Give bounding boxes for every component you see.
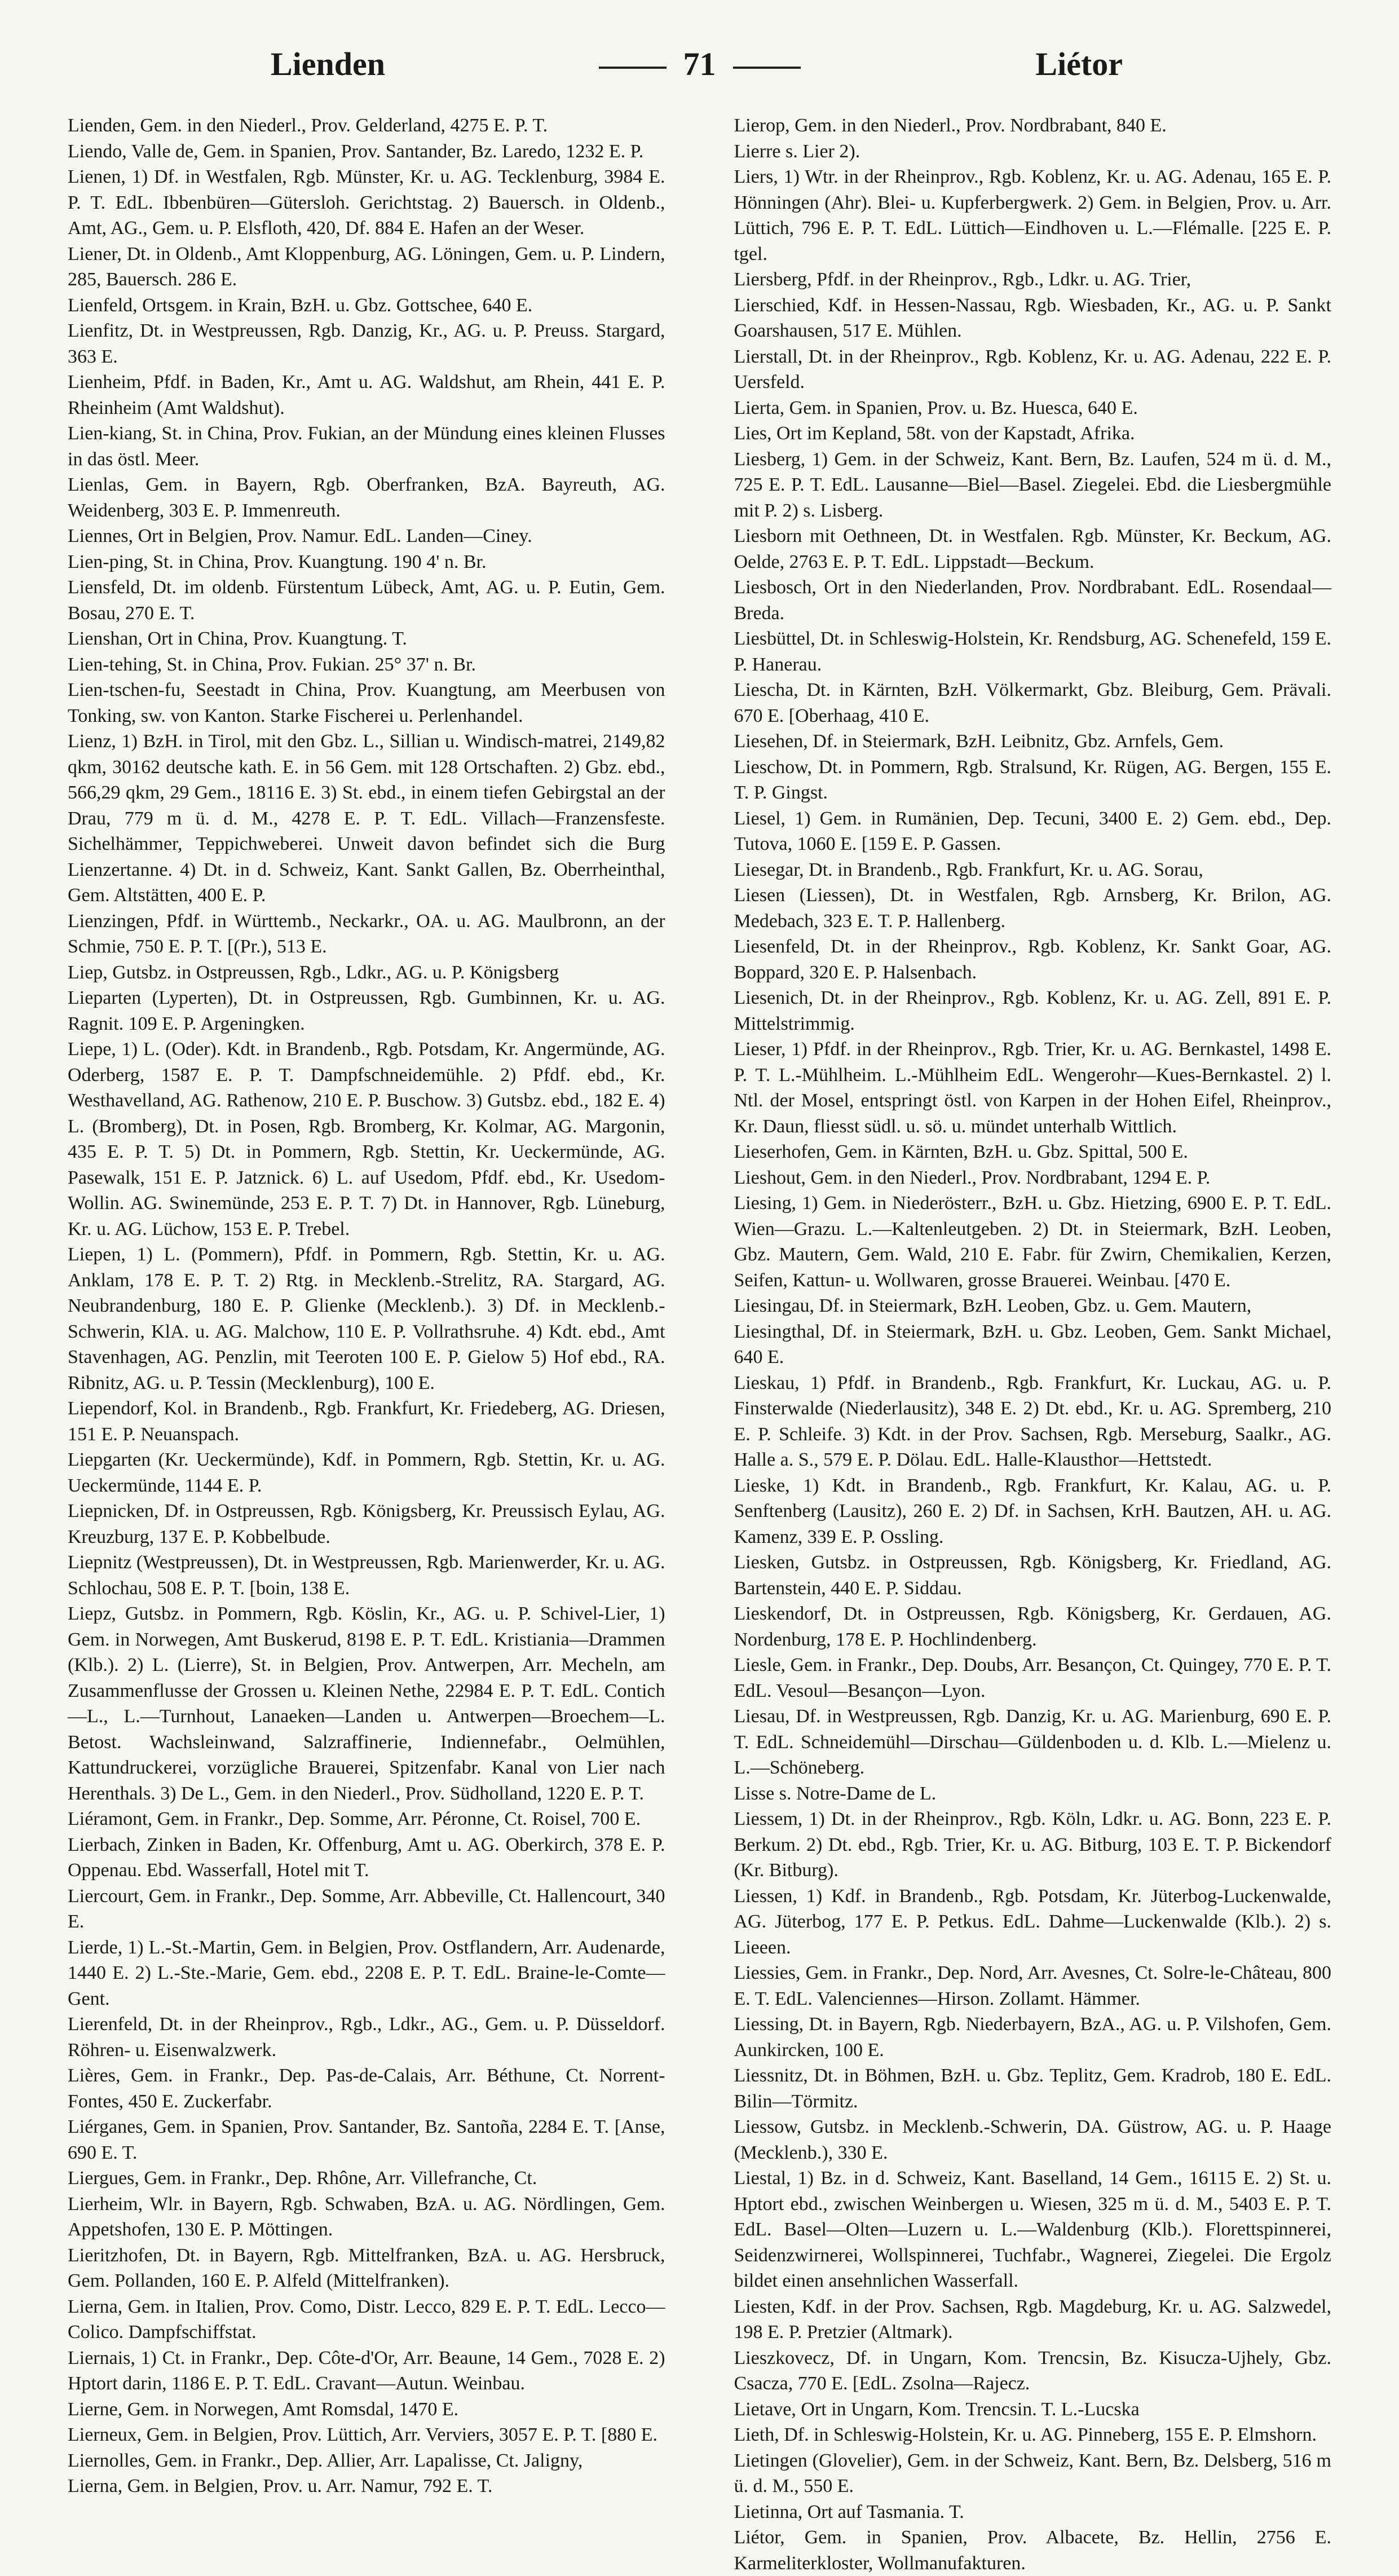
dictionary-entry: Lieschow, Dt. in Pommern, Rgb. Stralsund, Kr. Rügen, AG. Bergen, 155 E. T. P. Gingst. — [734, 756, 1331, 803]
dictionary-entry: Lieritzhofen, Dt. in Bayern, Rgb. Mittelfranken, BzA. u. AG. Hersbruck, Gem. Pollanden, 160 E. P. Alfeld (Mittelfranken). — [68, 2244, 665, 2291]
dictionary-entry: Lierschied, Kdf. in Hessen-Nassau, Rgb. Wiesbaden, Kr., AG. u. P. Sankt Goarshausen, 517 E. Mühlen. — [734, 294, 1331, 341]
left-column — [68, 113, 665, 2496]
dictionary-entry: Lienheim, Pfdf. in Baden, Kr., Amt u. AG. Waldshut, am Rhein, 441 E. P. Rheinheim (Amt Waldshut). — [68, 372, 665, 418]
dictionary-entry: Lien-tehing, St. in China, Prov. Fukian. 25° 37' n. Br. — [68, 654, 476, 675]
dictionary-entry: Liessing, Dt. in Bayern, Rgb. Niederbayern, BzA., AG. u. P. Vilshofen, Gem. Aunkircken, 100 E. — [734, 2014, 1331, 2061]
dictionary-entry: Lieshout, Gem. in den Niederl., Prov. Nordbrabant, 1294 E. P. — [734, 1167, 1211, 1188]
dictionary-entry: Liérganes, Gem. in Spanien, Prov. Santander, Bz. Santoña, 2284 E. T. [Anse, 690 E. T. — [68, 2116, 665, 2163]
dictionary-entry: Lieszkovecz, Df. in Ungarn, Kom. Trencsin, Bz. Kisucza-Ujhely, Gbz. Csacza, 770 E. [EdL. Zsolna—Rajecz. — [734, 2347, 1331, 2394]
dictionary-entry: Lierheim, Wlr. in Bayern, Rgb. Schwaben, BzA. u. AG. Nördlingen, Gem. Appetshofen, 130 E. P. Möttingen. — [68, 2193, 665, 2240]
dictionary-entry: Lien-ping, St. in China, Prov. Kuangtung. 190 4' n. Br. — [68, 551, 487, 572]
dictionary-entry: Lierstall, Dt. in der Rheinprov., Rgb. Koblenz, Kr. u. AG. Adenau, 222 E. P. Uersfeld. — [734, 346, 1331, 392]
dictionary-entry: Liersberg, Pfdf. in der Rheinprov., Rgb., Ldkr. u. AG. Trier, — [734, 269, 1191, 290]
dictionary-entry: Lierre s. Lier 2). — [734, 140, 860, 162]
dictionary-entry: Liers, 1) Wtr. in der Rheinprov., Rgb. Koblenz, Kr. u. AG. Adenau, 165 E. P. Hönningen (Ahr). Blei- u. Kupferbergwerk. 2) Gem. in Belgien, Prov. u. Arr. Lüttich, 796 E. P. T. EdL. Lüttich—Eindhoven u. L.—Flémalle. [225 E. P. tgel. — [734, 166, 1331, 264]
dictionary-entry: Liessow, Gutsbz. in Mecklenb.-Schwerin, DA. Güstrow, AG. u. P. Haage (Mecklenb.), 330 E. — [734, 2116, 1331, 2163]
dictionary-entry: Liessem, 1) Dt. in der Rheinprov., Rgb. Köln, Ldkr. u. AG. Bonn, 223 E. P. Berkum. 2) Dt. ebd., Rgb. Trier, Kr. u. AG. Bitburg, 103 E. T. P. Bickendorf (Kr. Bitburg). — [734, 1809, 1331, 1881]
dictionary-entry: Lienfeld, Ortsgem. in Krain, BzH. u. Gbz. Gottschee, 640 E. — [68, 294, 533, 316]
dictionary-entry: Lierbach, Zinken in Baden, Kr. Offenburg, Amt u. AG. Oberkirch, 378 E. P. Oppenau. Ebd. Wasserfall, Hotel mit T. — [68, 1834, 665, 1881]
two-column-body — [68, 113, 1331, 2574]
dictionary-entry: Liesehen, Df. in Steiermark, BzH. Leibnitz, Gbz. Arnfels, Gem. — [734, 731, 1224, 752]
dictionary-entry: Liepe, 1) L. (Oder). Kdt. in Brandenb., Rgb. Potsdam, Kr. Angermünde, AG. Oderberg, 1587 E. P. T. Dampfschneidemühle. 2) Pfdf. ebd., Kr. Westhavelland, AG. Rathenow, 210 E. P. Buschow. 3) Gutsbz. ebd., 182 E. 4) L. (Bromberg), Dt. in Posen, Rgb. Bromberg, Kr. Kolmar, AG. Margonin, 435 E. P. T. 5) Dt. in Pommern, Rgb. Stettin, Kr. Ueckermünde, AG. Pasewalk, 151 E. P. Jatznick. 6) L. auf Usedom, Pfdf. ebd., Kr. Usedom-Wollin. AG. Swinemünde, 253 E. P. T. 7) Dt. in Hannover, Rgb. Lüneburg, Kr. u. AG. Lüchow, 153 E. P. Trebel. — [68, 1039, 665, 1240]
dictionary-entry: Liener, Dt. in Oldenb., Amt Kloppenburg, AG. Löningen, Gem. u. P. Lindern, 285, Bauersch. 286 E. — [68, 243, 665, 290]
dictionary-entry: Lienfitz, Dt. in Westpreussen, Rgb. Danzig, Kr., AG. u. P. Preuss. Stargard, 363 E. — [68, 320, 665, 367]
dictionary-entry: Liesel, 1) Gem. in Rumänien, Dep. Tecuni, 3400 E. 2) Gem. ebd., Dep. Tutova, 1060 E. [159 E. P. Gassen. — [734, 808, 1331, 854]
dictionary-entry: Liensfeld, Dt. im oldenb. Fürstentum Lübeck, Amt, AG. u. P. Eutin, Gem. Bosau, 270 E. T. — [68, 577, 665, 624]
dictionary-entry: Liessies, Gem. in Frankr., Dep. Nord, Arr. Avesnes, Ct. Solre-le-Château, 800 E. T. EdL. Valenciennes—Hirson. Zollamt. Hämmer. — [734, 1962, 1331, 2009]
dictionary-entry: Lien-kiang, St. in China, Prov. Fukian, an der Mündung eines kleinen Flusses in das östl. Meer. — [68, 423, 665, 470]
dictionary-entry: Lierop, Gem. in den Niederl., Prov. Nordbrabant, 840 E. — [734, 115, 1167, 136]
dictionary-entry: Liesenfeld, Dt. in der Rheinprov., Rgb. Koblenz, Kr. Sankt Goar, AG. Boppard, 320 E. P. Halsenbach. — [734, 936, 1331, 983]
dictionary-entry: Liesberg, 1) Gem. in der Schweiz, Kant. Bern, Bz. Laufen, 524 m ü. d. M., 725 E. P. T. EdL. Lausanne—Biel—Basel. Ziegelei. Ebd. die Liesbergmühle mit P. 2) s. Lisberg. — [734, 448, 1331, 521]
dictionary-entry: Lières, Gem. in Frankr., Dep. Pas-de-Calais, Arr. Béthune, Ct. Norrent-Fontes, 450 E. Zuckerfabr. — [68, 2065, 665, 2112]
dictionary-entry: Liernolles, Gem. in Frankr., Dep. Allier, Arr. Lapalisse, Ct. Jaligny, — [68, 2450, 583, 2471]
dictionary-entry: Liestal, 1) Bz. in d. Schweiz, Kant. Baselland, 14 Gem., 16115 E. 2) St. u. Hptort ebd., zwischen Weinbergen u. Wiesen, 325 m ü. d. M., 5403 E. P. T. EdL. Basel—Olten—Luzern u. L.—Waldenburg (Klb.). Florettspinnerei, Seidenzwirnerei, Wollspinnerei, Tuchfabr., Wagnerei, Ziegelei. Die Ergolz bildet einen ansehnlichen Wasserfall. — [734, 2168, 1331, 2291]
dictionary-entry: Liesken, Gutsbz. in Ostpreussen, Rgb. Königsberg, Kr. Friedland, AG. Bartenstein, 440 E. P. Siddau. — [734, 1552, 1331, 1599]
dictionary-entry: Liergues, Gem. in Frankr., Dep. Rhône, Arr. Villefranche, Ct. — [68, 2168, 537, 2189]
dictionary-entry: Lietave, Ort in Ungarn, Kom. Trencsin. T. L.-Lucska — [734, 2398, 1140, 2420]
dictionary-entry: Lierde, 1) L.-St.-Martin, Gem. in Belgien, Prov. Ostflandern, Arr. Audenarde, 1440 E. 2) L.-Ste.-Marie, Gem. ebd., 2208 E. P. T. EdL. Braine-le-Comte—Gent. — [68, 1937, 665, 2009]
dictionary-entry: Liepen, 1) L. (Pommern), Pfdf. in Pommern, Rgb. Stettin, Kr. u. AG. Anklam, 178 E. P. T. 2) Rtg. in Mecklenb.-Strelitz, RA. Stargard, AG. Neubrandenburg, 180 E. P. Glienke (Mecklenb.). 3) Df. in Mecklenb.-Schwerin, KlA. u. AG. Malchow, 110 E. P. Vollrathsruhe. 4) Kdt. ebd., Amt Stavenhagen, AG. Penzlin, mit Teeroten 100 E. P. Gielow 5) Hof ebd., RA. Ribnitz, AG. u. P. Tessin (Mecklenburg), 100 E. — [68, 1244, 665, 1393]
running-head-left: Lienden — [271, 46, 386, 82]
dictionary-entry: Liesle, Gem. in Frankr., Dep. Doubs, Arr. Besançon, Ct. Quingey, 770 E. P. T. EdL. Vesoul—Besançon—Lyon. — [734, 1655, 1331, 1701]
dictionary-entry: Lieserhofen, Gem. in Kärnten, BzH. u. Gbz. Spittal, 500 E. — [734, 1141, 1188, 1162]
dictionary-entry: Liessnitz, Dt. in Böhmen, BzH. u. Gbz. Teplitz, Gem. Kradrob, 180 E. EdL. Bilin—Törmitz. — [734, 2065, 1331, 2112]
dictionary-entry: Lien-tschen-fu, Seestadt in China, Prov. Kuangtung, am Meerbusen von Tonking, sw. von Kanton. Starke Fischerei u. Perlenhandel. — [68, 680, 665, 726]
dictionary-entry: Lierne, Gem. in Norwegen, Amt Romsdal, 1470 E. — [68, 2398, 459, 2420]
dictionary-entry: Lieskendorf, Dt. in Ostpreussen, Rgb. Königsberg, Kr. Gerdauen, AG. Nordenburg, 178 E. P. Hochlindenberg. — [734, 1603, 1331, 1650]
dictionary-entry: Liepnitz (Westpreussen), Dt. in Westpreussen, Rgb. Marienwerder, Kr. u. AG. Schlochau, 508 E. P. T. [boin, 138 E. — [68, 1552, 665, 1599]
dictionary-entry: Lienen, 1) Df. in Westfalen, Rgb. Münster, Kr. u. AG. Tecklenburg, 3984 E. P. T. EdL. Ibbenbüren—Gütersloh. Gerichtstag. 2) Bauersch. in Oldenb., Amt, AG., Gem. u. P. Elsfloth, 420, Df. 884 E. Hafen an der Weser. — [68, 166, 665, 239]
dictionary-entry: Liernais, 1) Ct. in Frankr., Dep. Côte-d'Or, Arr. Beaune, 14 Gem., 7028 E. 2) Hptort darin, 1186 E. P. T. EdL. Cravant—Autun. Weinbau. — [68, 2347, 665, 2394]
dictionary-entry: Lisse s. Notre-Dame de L. — [734, 1783, 937, 1804]
dictionary-entry: Lienzingen, Pfdf. in Württemb., Neckarkr., OA. u. AG. Maulbronn, an der Schmie, 750 E. P. T. [(Pr.), 513 E. — [68, 910, 665, 957]
dictionary-entry: Liétor, Gem. in Spanien, Prov. Albacete, Bz. Hellin, 2756 E. Karmeliterkloster, Wollmanufakturen. — [734, 2527, 1331, 2574]
dictionary-entry: Liescha, Dt. in Kärnten, BzH. Völkermarkt, Gbz. Bleiburg, Gem. Prävali. 670 E. [Oberhaag, 410 E. — [734, 680, 1331, 726]
dictionary-entry: Liesau, Df. in Westpreussen, Rgb. Danzig, Kr. u. AG. Marienburg, 690 E. P. T. EdL. Schneidemühl—Dirschau—Güldenboden u. d. Klb. L.—Mielenz u. L.—Schöneberg. — [734, 1706, 1331, 1778]
page-number: 71 — [683, 46, 716, 82]
dictionary-entry: Liesingau, Df. in Steiermark, BzH. Leoben, Gbz. u. Gem. Mautern, — [734, 1295, 1252, 1316]
dictionary-entry: Liendo, Valle de, Gem. in Spanien, Prov. Santander, Bz. Laredo, 1232 E. P. — [68, 140, 644, 162]
right-column — [734, 113, 1331, 2574]
dictionary-entry: Lierenfeld, Dt. in der Rheinprov., Rgb., Ldkr., AG., Gem. u. P. Düsseldorf. Röhren- u. Eisenwalzwerk. — [68, 2014, 665, 2061]
dictionary-entry: Liessen, 1) Kdf. in Brandenb., Rgb. Potsdam, Kr. Jüterbog-Luckenwalde, AG. Jüterbog, 177 E. P. Petkus. EdL. Dahme—Luckenwalde (Klb.). 2) s. Lieeen. — [734, 1885, 1331, 1958]
dictionary-entry: Liep, Gutsbz. in Ostpreussen, Rgb., Ldkr., AG. u. P. Königsberg — [68, 961, 559, 983]
dictionary-entry: Lieskau, 1) Pfdf. in Brandenb., Rgb. Frankfurt, Kr. Luckau, AG. u. P. Finsterwalde (Niederlausitz), 348 E. 2) Dt. ebd., Kr. u. AG. Spremberg, 210 E. P. Schleife. 3) Kdt. in der Prov. Sachsen, Rgb. Merseburg, Saalkr., AG. Halle a. S., 579 E. P. Dölau. EdL. Halle-Klausthor—Hettstedt. — [734, 1372, 1331, 1470]
dictionary-entry: Lierna, Gem. in Belgien, Prov. u. Arr. Namur, 792 E. T. — [68, 2476, 493, 2496]
dictionary-entry: Liesing, 1) Gem. in Niederösterr., BzH. u. Gbz. Hietzing, 6900 E. P. T. EdL. Wien—Grazu. L.—Kaltenleutgeben. 2) Dt. in Steiermark, BzH. Leoben, Gbz. Mautern, Gem. Wald, 210 E. Fabr. für Zwirn, Chemikalien, Kerzen, Seifen, Kattun- u. Wollwaren, grosse Brauerei. Weinbau. [470 E. — [734, 1193, 1331, 1291]
header-dash-left — [599, 67, 667, 69]
dictionary-entry: Liesen (Liessen), Dt. in Westfalen, Rgb. Arnsberg, Kr. Brilon, AG. Medebach, 323 E. T. P. Hallenberg. — [734, 885, 1331, 932]
header-dash-right — [733, 67, 801, 69]
dictionary-entry: Liercourt, Gem. in Frankr., Dep. Somme, Arr. Abbeville, Ct. Hallencourt, 340 E. — [68, 1885, 665, 1932]
dictionary-entry: Liepgarten (Kr. Ueckermünde), Kdf. in Pommern, Rgb. Stettin, Kr. u. AG. Ueckermünde, 1144 E. P. — [68, 1449, 665, 1496]
column-gutter — [699, 113, 700, 2075]
dictionary-entry: Lies, Ort im Kepland, 58t. von der Kapstadt, Afrika. — [734, 423, 1135, 444]
dictionary-entry: Liéramont, Gem. in Frankr., Dep. Somme, Arr. Péronne, Ct. Roisel, 700 E. — [68, 1809, 641, 1829]
dictionary-entry: Liesegar, Dt. in Brandenb., Rgb. Frankfurt, Kr. u. AG. Sorau, — [734, 859, 1203, 880]
dictionary-entry: Liesenich, Dt. in der Rheinprov., Rgb. Koblenz, Kr. u. AG. Zell, 891 E. P. Mittelstrimmig. — [734, 987, 1331, 1034]
dictionary-entry: Lienz, 1) BzH. in Tirol, mit den Gbz. L., Sillian u. Windisch-matrei, 2149,82 qkm, 30162 deutsche kath. E. in 56 Gem. mit 128 Ortschaften. 2) Gbz. ebd., 566,29 qkm, 29 Gem., 18116 E. 3) St. ebd., in einem tiefen Gebirgstal an der Drau, 779 m ü. d. M., 4278 E. P. T. EdL. Villach—Franzensfeste. Sichelhämmer, Teppichweberei. Unweit davon befindet sich die Burg Lienzertanne. 4) Dt. in d. Schweiz, Kant. Sankt Gallen, Bz. Oberrheinthal, Gem. Altstätten, 400 E. P. — [68, 731, 665, 906]
dictionary-entry: Lierneux, Gem. in Belgien, Prov. Lüttich, Arr. Verviers, 3057 E. P. T. [880 E. — [68, 2424, 657, 2445]
dictionary-entry: Lieser, 1) Pfdf. in der Rheinprov., Rgb. Trier, Kr. u. AG. Bernkastel, 1498 E. P. T. L.-Mühlheim. L.-Mühlheim EdL. Wengerohr—Kues-Bernkastel. 2) l. Ntl. der Mosel, entspringt östl. von Karpen in der Hohen Eifel, Rheinprov., Kr. Daun, fliesst südl. u. sö. u. mündet unterhalb Wittlich. — [734, 1039, 1331, 1137]
dictionary-entry: Lierna, Gem. in Italien, Prov. Como, Distr. Lecco, 829 E. P. T. EdL. Lecco—Colico. Dampfschiffstat. — [68, 2296, 665, 2343]
dictionary-entry: Lienshan, Ort in China, Prov. Kuangtung. T. — [68, 628, 407, 649]
page-number-block — [68, 45, 1331, 83]
dictionary-entry: Lietingen (Glovelier), Gem. in der Schweiz, Kant. Bern, Bz. Delsberg, 516 m ü. d. M., 550 E. — [734, 2450, 1331, 2496]
dictionary-entry: Lienlas, Gem. in Bayern, Rgb. Oberfranken, BzA. Bayreuth, AG. Weidenberg, 303 E. P. Immenreuth. — [68, 474, 665, 521]
dictionary-entry: Liepnicken, Df. in Ostpreussen, Rgb. Königsberg, Kr. Preussisch Eylau, AG. Kreuzburg, 137 E. P. Kobbelbude. — [68, 1501, 665, 1547]
dictionary-entry: Liesingthal, Df. in Steiermark, BzH. u. Gbz. Leoben, Gem. Sankt Michael, 640 E. — [734, 1321, 1331, 1368]
dictionary-entry: Liesborn mit Oethneen, Dt. in Westfalen. Rgb. Münster, Kr. Beckum, AG. Oelde, 2763 E. P. T. EdL. Lippstadt—Beckum. — [734, 526, 1331, 572]
dictionary-entry: Liennes, Ort in Belgien, Prov. Namur. EdL. Landen—Ciney. — [68, 526, 532, 546]
dictionary-entry: Liepz, Gutsbz. in Pommern, Rgb. Köslin, Kr., AG. u. P. Schivel-Lier, 1) Gem. in Norwegen, Amt Buskerud, 8198 E. P. T. EdL. Kristiania—Drammen (Klb.). 2) L. (Lierre), St. in Belgien, Prov. Antwerpen, Arr. Mecheln, am Zusammenflusse der Grossen u. Kleinen Nethe, 22984 E. P. T. EdL. Contich—L., L.—Turnhout, Lanaeken—Landen u. Antwerpen—Broechem—L. Betost. Wachsleinwand, Salzraffinerie, Indiennefabr., Oelmühlen, Kattundruckerei, vorzügliche Brauerei, Spitzenfabr. Kanal von Lier nach Herenthals. 3) De L., Gem. in den Niederl., Prov. Südholland, 1220 E. P. T. — [68, 1603, 665, 1804]
dictionary-entry: Lieth, Df. in Schleswig-Holstein, Kr. u. AG. Pinneberg, 155 E. P. Elmshorn. — [734, 2424, 1317, 2445]
dictionary-entry: Lieske, 1) Kdt. in Brandenb., Rgb. Frankfurt, Kr. Kalau, AG. u. P. Senftenberg (Lausitz), 260 E. 2) Df. in Sachsen, KrH. Bautzen, AH. u. AG. Kamenz, 339 E. P. Ossling. — [734, 1475, 1331, 1547]
dictionary-entry: Lierta, Gem. in Spanien, Prov. u. Bz. Huesca, 640 E. — [734, 397, 1138, 418]
dictionary-entry: Liesbüttel, Dt. in Schleswig-Holstein, Kr. Rendsburg, AG. Schenefeld, 159 E. P. Hanerau. — [734, 628, 1331, 675]
page-header — [68, 39, 1331, 113]
dictionary-entry: Liesten, Kdf. in der Prov. Sachsen, Rgb. Magdeburg, Kr. u. AG. Salzwedel, 198 E. P. Pretzier (Altmark). — [734, 2296, 1331, 2343]
dictionary-entry: Liependorf, Kol. in Brandenb., Rgb. Frankfurt, Kr. Friedeberg, AG. Driesen, 151 E. P. Neuanspach. — [68, 1398, 665, 1445]
dictionary-entry: Lieparten (Lyperten), Dt. in Ostpreussen, Rgb. Gumbinnen, Kr. u. AG. Ragnit. 109 E. P. Argeningken. — [68, 987, 665, 1034]
dictionary-entry: Lienden, Gem. in den Niederl., Prov. Gelderland, 4275 E. P. T. — [68, 115, 548, 136]
running-head-right: Liétor — [1035, 46, 1123, 82]
dictionary-entry: Lietinna, Ort auf Tasmania. T. — [734, 2501, 964, 2522]
dictionary-entry: Liesbosch, Ort in den Niederlanden, Prov. Nordbrabant. EdL. Rosendaal—Breda. — [734, 577, 1331, 624]
